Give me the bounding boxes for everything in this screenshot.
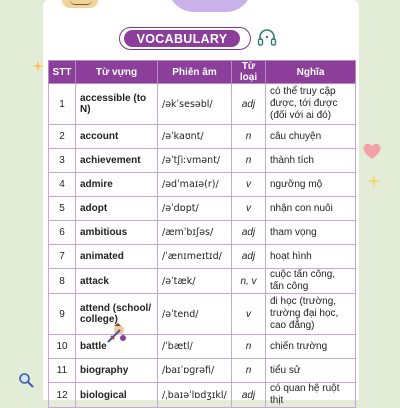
row-meaning: tham vọng	[266, 221, 356, 245]
row-ipa: /əˈtend/	[158, 294, 232, 335]
row-meaning: tiểu sử	[266, 359, 356, 383]
column-header-meaning: Nghĩa	[266, 61, 356, 84]
row-pos: adj	[232, 383, 266, 408]
table-row	[49, 84, 356, 125]
row-word: account	[76, 125, 158, 149]
row-number: 7	[49, 245, 76, 269]
row-ipa: /æmˈbɪʃəs/	[158, 221, 232, 245]
row-meaning: ngưỡng mộ	[266, 173, 356, 197]
row-meaning: chiến trường	[266, 335, 356, 359]
column-header-ipa: Phiên âm	[158, 61, 232, 84]
magnifier-icon	[18, 372, 34, 388]
row-word: battle	[76, 335, 158, 359]
vocabulary-table	[48, 60, 356, 408]
table-row	[49, 294, 356, 335]
row-meaning: cuộc tấn công, tấn công	[266, 269, 356, 294]
row-number: 4	[49, 173, 76, 197]
table-row	[49, 221, 356, 245]
row-pos: n	[232, 335, 266, 359]
row-meaning: câu chuyện	[266, 125, 356, 149]
row-pos: n, v	[232, 269, 266, 294]
table-row	[49, 125, 356, 149]
row-ipa: /ˈbætl/	[158, 335, 232, 359]
row-word: biological	[76, 383, 158, 408]
row-number: 11	[49, 359, 76, 383]
row-ipa: /əˈtʃiːvmənt/	[158, 149, 232, 173]
row-number: 1	[49, 84, 76, 125]
row-ipa: /əˈdɒpt/	[158, 197, 232, 221]
row-word: biography	[76, 359, 158, 383]
table-row	[49, 149, 356, 173]
row-number: 6	[49, 221, 76, 245]
column-header-word: Từ vựng	[76, 61, 158, 84]
table-row	[49, 245, 356, 269]
table-header-row	[49, 61, 356, 84]
table-row	[49, 173, 356, 197]
row-word: achievement	[76, 149, 158, 173]
table-row	[49, 335, 356, 359]
column-header-pos: Từ loại	[232, 61, 266, 84]
row-number: 2	[49, 125, 76, 149]
vocabulary-badge	[119, 27, 251, 50]
headphone-icon[interactable]	[256, 26, 278, 48]
row-ipa: /əkˈsesəbl/	[158, 84, 232, 125]
heart-icon	[362, 142, 382, 160]
table-row	[49, 197, 356, 221]
row-number: 12	[49, 383, 76, 408]
row-word: animated	[76, 245, 158, 269]
row-pos: adj	[232, 221, 266, 245]
row-number: 8	[49, 269, 76, 294]
row-word: ambitious	[76, 221, 158, 245]
row-word: admire	[76, 173, 158, 197]
row-meaning: đi học (trường, trường đại học, cao đẳng)	[266, 294, 356, 335]
row-number: 9	[49, 294, 76, 335]
table-row	[49, 383, 356, 408]
row-meaning: nhận con nuôi	[266, 197, 356, 221]
row-word: attend (school/ college)	[76, 294, 158, 335]
vocabulary-title: VOCABULARY	[124, 30, 240, 47]
row-meaning: thành tích	[266, 149, 356, 173]
row-pos: n	[232, 359, 266, 383]
column-header-stt: STT	[49, 61, 76, 84]
row-pos: n	[232, 125, 266, 149]
row-word: accessible (to N)	[76, 84, 158, 125]
row-word: attack	[76, 269, 158, 294]
sparkle-icon	[367, 174, 381, 188]
sword-icon	[106, 322, 128, 344]
top-decoration-line	[70, 0, 92, 5]
row-pos: v	[232, 197, 266, 221]
row-number: 3	[49, 149, 76, 173]
row-word: adopt	[76, 197, 158, 221]
row-pos: v	[232, 294, 266, 335]
row-meaning: hoạt hình	[266, 245, 356, 269]
row-pos: n	[232, 149, 266, 173]
row-number: 5	[49, 197, 76, 221]
row-ipa: /əˈkaʊnt/	[158, 125, 232, 149]
row-ipa: /ˌbaɪəˈlɒdʒɪkl/	[158, 383, 232, 408]
row-pos: v	[232, 173, 266, 197]
row-meaning: có quan hệ ruột thịt	[266, 383, 356, 408]
row-meaning: có thể truy cập được, tới được (đối với ai đó)	[266, 84, 356, 125]
sparkle-small-icon	[32, 60, 44, 72]
row-pos: adj	[232, 84, 266, 125]
table-row	[49, 359, 356, 383]
row-ipa: /əˈtæk/	[158, 269, 232, 294]
row-ipa: /ˈænɪmeɪtɪd/	[158, 245, 232, 269]
row-ipa: /ədˈmaɪə(r)/	[158, 173, 232, 197]
row-pos: adj	[232, 245, 266, 269]
row-number: 10	[49, 335, 76, 359]
row-ipa: /baɪˈɒɡrəfi/	[158, 359, 232, 383]
table-row	[49, 269, 356, 294]
